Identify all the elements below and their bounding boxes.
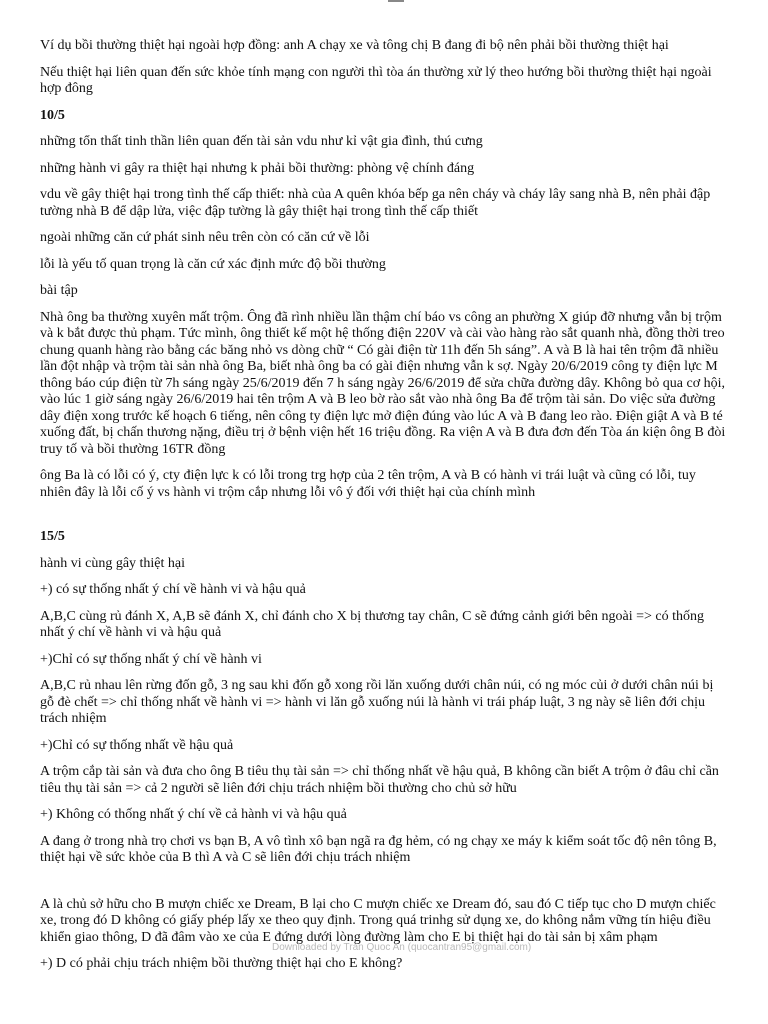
note-paragraph: Nếu thiệt hại liên quan đến sức khỏe tính mạng con người thì tòa án thường xử lý theo hướng bồi thường thiệt hại ngoài hợp đông	[40, 64, 712, 96]
spacer	[40, 511, 730, 529]
note-paragraph: A là chủ sở hữu cho B mượn chiếc xe Dream, B lại cho C mượn chiếc xe Dream đó, sau đó C tiếp tục cho D mượn chiếc xe, trong đó D không có giấy phép lấy xe theo quy định. Trong quá trinhg sử dụng xe, do không nắm vững tín hiệu điều khiển giao thông, D đã đâm vào xe của E đứng dưới lòng đường làm cho E bị thiệt hại do tài sản bị xâm phạm	[40, 896, 716, 945]
note-paragraph: ông Ba là có lỗi có ý, cty điện lực k có lỗi trong trg hợp của 2 tên trộm, A và B có hành vi trái luật và cũng có lỗi, tuy nhiên đây là lỗi cố ý vs hành vi trộm cắp nhưng lỗi vô ý đối với thiệt hại của chính mình	[40, 468, 696, 500]
note-paragraph: +) Không có thống nhất ý chí về cả hành vi và hậu quả	[40, 807, 347, 822]
note-paragraph: vdu về gây thiệt hại trong tình thế cấp thiết: nhà của A quên khóa bếp ga nên cháy và cháy lây sang nhà B, nên phải đập tường nhà B để dập lửa, việc đập tường là gây thiệt hại trong tình thế cấp thiết	[40, 187, 711, 219]
note-paragraph: +) D có phải chịu trách nhiệm bồi thường thiệt hại cho E không?	[40, 956, 403, 971]
notes-section-15-5	[40, 529, 730, 867]
note-paragraph: +)Chỉ có sự thống nhất về hậu quả	[40, 737, 234, 753]
note-paragraph: những hành vi gây ra thiệt hại nhưng k phải bồi thường: phòng vệ chính đáng	[40, 160, 475, 176]
note-paragraph: A đang ở trong nhà trọ chơi vs bạn B, A vô tình xô bạn ngã ra đg hẻm, có ng chạy xe máy k kiểm soát tốc độ nên tông B, thiệt hại về sức khỏe của B thì A và C sẽ liên đới chịu trách nhiệm	[40, 833, 717, 865]
section-heading: 10/5	[40, 107, 65, 123]
note-paragraph: +)Chỉ có sự thống nhất ý chí về hành vi	[40, 651, 262, 667]
note-paragraph: lỗi là yếu tố quan trọng là căn cứ xác định mức độ bồi thường	[40, 256, 386, 272]
spacer	[40, 877, 730, 897]
document-page	[40, 38, 730, 983]
notes-section-exercise	[40, 897, 730, 973]
page-top-mark	[388, 0, 404, 2]
section-heading: 15/5	[40, 529, 65, 544]
note-paragraph: những tổn thất tinh thần liên quan đến tài sản vdu như kỉ vật gia đình, thú cưng	[40, 134, 483, 149]
download-watermark: Downloaded by Tran Quoc An (quocantran95@gmail.com)	[272, 942, 532, 953]
notes-section-10-5	[40, 38, 730, 501]
note-paragraph: Nhà ông ba thường xuyên mất trộm. Ông đã rình nhiều lần thậm chí báo vs công an phường X giúp đỡ nhưng vẫn bị trộm và k bắt được thủ phạm. Tức mình, ông thiết kế một hệ thống điện 220V và cài vào hàng rào sắt quanh nhà, đồng thời treo chung quanh hàng rào bằng các băng nhỏ vs dòng chữ “ Có gài điện từ 11h đến 5h sáng”. A và B là hai tên trộm đã nhiều lần đột nhập và trộm tài sản nhà ông Ba, biết nhà ông ba có gài điện nhưng vẫn k sợ. Ngày 20/6/2019 công ty điện lực M thông báo cúp điện từ 7h sáng ngày 25/6/2019 đến 7 h sáng ngày 26/6/2019 để sửa chữa đường dây. Không bỏ qua cơ hội, vào lúc 1 giờ sáng ngày 26/6/2019 hai tên trộm A và B leo bờ rào sắt vào nhà ông Ba để trộm tài sản. Do việc sửa đường dây điện xong trước kế hoạch 6 tiếng, nên công ty điện lực mở điện đúng vào lúc A và B đang leo rào. Điện giật A và B té xuống đất, bị chấn thương nặng, điều trị ở bệnh viện hết 16 triệu đồng. Ra viện A và B đưa đơn đến Tòa án kiện ông B đòi truy tố và bồi thường 16TR đồng	[40, 309, 726, 457]
note-paragraph: A,B,C rủ nhau lên rừng đốn gỗ, 3 ng sau khi đốn gỗ xong rồi lăn xuống dưới chân núi, có ng móc củi ở dưới chân núi bị gỗ đè chết => chỉ thống nhất về hành vi => hành vi lăn gỗ xuống núi là hành vi trái pháp luật, 3 ng này sẽ liên đới chịu trách nhiệm	[40, 678, 714, 726]
note-paragraph: +) có sự thống nhất ý chí về hành vi và hậu quả	[40, 582, 306, 597]
note-paragraph: bài tập	[40, 283, 78, 298]
note-paragraph: hành vi cùng gây thiệt hại	[40, 555, 186, 571]
note-paragraph: A,B,C cùng rủ đánh X, A,B sẽ đánh X, chỉ đánh cho X bị thương tay chân, C sẽ đứng cảnh giới bên ngoài => có thống nhất ý chí về hành vi và hậu quả	[40, 608, 705, 640]
note-paragraph: Ví dụ bồi thường thiệt hại ngoài hợp đồng: anh A chạy xe và tông chị B đang đi bộ nên phải bồi thường thiệt hại	[40, 38, 669, 53]
note-paragraph: ngoài những căn cứ phát sinh nêu trên còn có căn cứ về lỗi	[40, 230, 370, 245]
note-paragraph: A trộm cắp tài sản và đưa cho ông B tiêu thụ tài sản => chỉ thống nhất về hậu quả, B không cần biết A trộm ở đâu chỉ cần tiêu thụ tài sản => cả 2 người sẽ liên đới chịu trách nhiệm bồi thường cho chủ sở hữu	[40, 764, 719, 796]
